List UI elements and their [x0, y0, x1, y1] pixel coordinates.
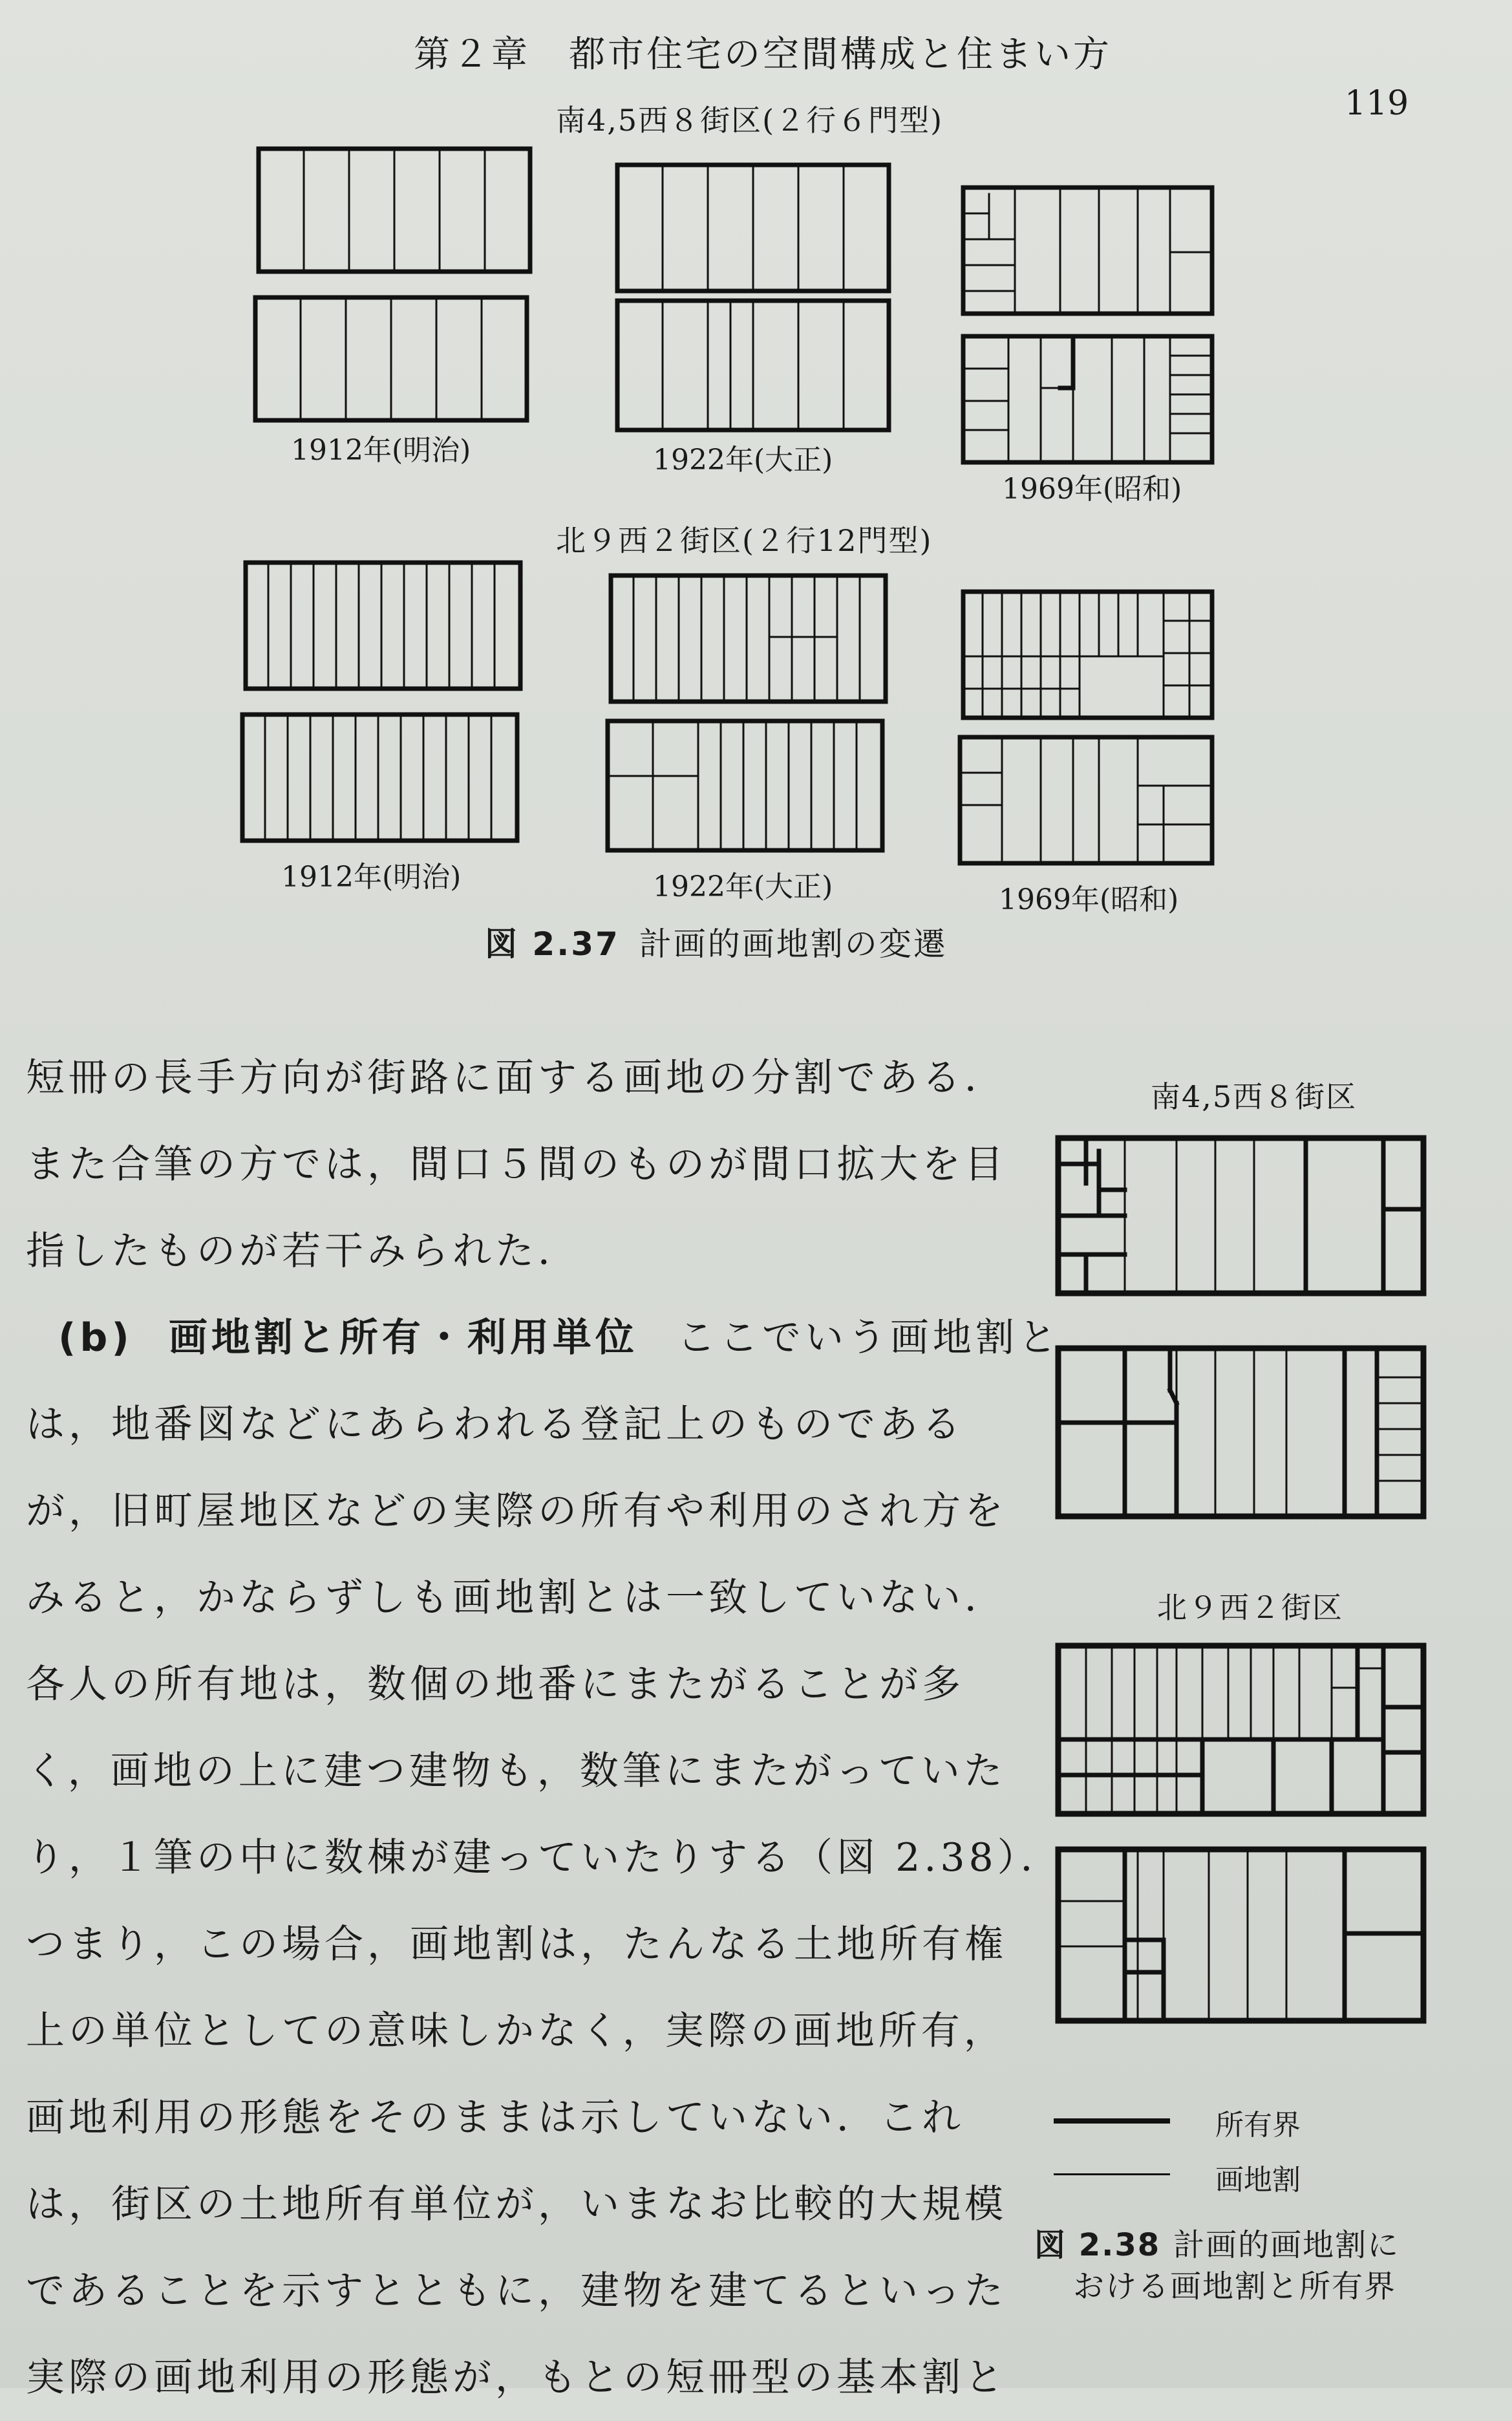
- body-line: 短冊の長手方向が街路に面する画地の分割である．: [26, 1055, 1007, 1101]
- body-line: ここでいう画地割と: [676, 1315, 1061, 1361]
- diagram-1912-bottom-b: [242, 715, 517, 841]
- body-line: は，地番図などにあらわれる登記上のものである: [26, 1402, 964, 1447]
- fig237-year-label: 1912年(明治): [281, 861, 462, 894]
- fig237-block-1-title: 南4,5西８街区(２行６門型): [556, 103, 944, 138]
- running-head: 第２章 都市住宅の空間構成と住まい方: [414, 34, 1112, 76]
- diagram-1912-top: [259, 149, 530, 272]
- body-line: 指したものが若干みられた．: [26, 1229, 580, 1274]
- diagram-1922-bottom: [617, 301, 889, 430]
- body-text: [26, 1035, 1063, 2421]
- fig237-block-2-title: 北９西２街区(２行12門型): [556, 523, 933, 558]
- body-line: みると，かならずしも画地割とは一致していない．: [26, 1575, 1007, 1620]
- fig238-caption-number: 図 2.38: [1034, 2227, 1161, 2263]
- fig238-diagram-4: [1058, 1849, 1423, 2021]
- diagram-1912-top-b: [246, 563, 520, 689]
- body-line: 画地利用の形態をそのままは示していない．これ: [26, 2095, 964, 2140]
- body-line: が，旧町屋地区などの実際の所有や利用のされ方を: [26, 1489, 1007, 1534]
- legend-label: 所有界: [1215, 2109, 1301, 2142]
- body-line: 実際の画地利用の形態が，もとの短冊型の基本割と: [26, 2355, 1007, 2400]
- fig238-caption-line: 計画的画地割に: [1173, 2227, 1400, 2263]
- fig238-caption-line: おける画地割と所有界: [1073, 2268, 1397, 2305]
- diagram-1969-top: [963, 188, 1212, 314]
- diagram-1969-top-b: [963, 592, 1212, 718]
- diagram-1922-bottom-b: [608, 721, 882, 850]
- fig237-year-label: 1969年(昭和): [1002, 473, 1182, 506]
- diagram-1969-bottom-b: [960, 737, 1212, 863]
- fig237-caption-number: 図 2.37: [485, 925, 620, 963]
- body-line: 上の単位としての意味しかなく，実際の画地所有，: [26, 2008, 1006, 2054]
- section-heading-line: [26, 1295, 1061, 1381]
- fig237-year-label: 1969年(昭和): [999, 883, 1179, 916]
- body-line: は，街区の土地所有単位が，いまなお比較的大規模: [26, 2182, 1007, 2227]
- fig237-year-label: 1922年(大正): [653, 444, 833, 477]
- fig237-caption-text: 計画的画地割の変遷: [639, 925, 948, 963]
- body-line: り，１筆の中に数棟が建っていたりする（図 2.38）．: [26, 1835, 1063, 1880]
- body-line: く，画地の上に建つ建物も，数筆にまたがっていた: [26, 1748, 1006, 1794]
- body-line: 各人の所有地は，数個の地番にまたがることが多: [26, 1662, 964, 1707]
- diagram-1912-bottom: [255, 297, 527, 420]
- fig238-block-2-title: 北９西２街区: [1157, 1590, 1343, 1625]
- fig238-diagram-2: [1058, 1348, 1423, 1516]
- section-marker: (b): [58, 1315, 133, 1361]
- diagram-1922-top: [617, 165, 889, 291]
- fig238-diagram-1: [1058, 1138, 1423, 1293]
- diagram-1922-top-b: [611, 576, 886, 702]
- fig238-diagram-3: [1058, 1646, 1423, 1814]
- section-title: 画地割と所有・利用単位: [168, 1315, 638, 1361]
- body-line: であることを示すとともに，建物を建てるといった: [26, 2268, 1007, 2314]
- page-number: 119: [1345, 84, 1409, 123]
- fig237-year-label: 1922年(大正): [653, 870, 833, 903]
- diagram-1969-bottom: [963, 336, 1212, 462]
- fig238-block-1-title: 南4,5西８街区: [1151, 1079, 1358, 1114]
- body-line: また合筆の方では，間口５間のものが間口拡大を目: [26, 1142, 1007, 1187]
- legend-label: 画地割: [1215, 2164, 1301, 2197]
- fig237-year-label: 1912年(明治): [291, 434, 471, 467]
- body-line: つまり，この場合，画地割は，たんなる土地所有権: [26, 1922, 1007, 1967]
